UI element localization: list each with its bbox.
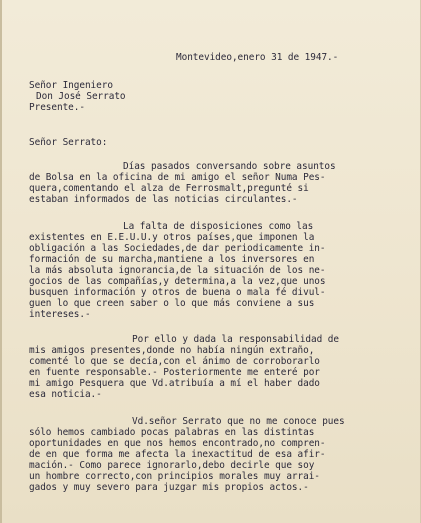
paragraph-4-line: un hombre correcto,con principios morales muy arrai- — [29, 471, 320, 482]
recipient-title: Señor Ingeniero — [29, 80, 113, 91]
paragraph-4-line: gados y muy severo para juzgar mis propios actos.- — [29, 482, 309, 493]
salutation: Señor Serrato: — [29, 137, 108, 148]
paragraph-4-line: de en que forma me afecta la inexactitud de esa afir- — [29, 449, 326, 460]
paragraph-4-line: oportunidades en que nos hemos encontrado,no compren- — [29, 438, 326, 449]
paragraph-3-line: comenté lo que se decía,con el ánimo de corroborarlo — [29, 356, 320, 367]
recipient-name: Don José Serrato — [36, 91, 126, 102]
paragraph-1-line: Días pasados conversando sobre asuntos — [123, 161, 336, 172]
paragraph-4-line: sólo hemos cambiado pocas palabras en las distintas — [29, 427, 315, 438]
paragraph-1-line: de Bolsa en la oficina de mi amigo el señor Numa Pes- — [29, 172, 326, 183]
recipient-presente: Presente.- — [29, 102, 85, 113]
paragraph-2-line: guen lo que creen saber o lo que más conviene a sus — [29, 298, 315, 309]
paragraph-4-line: Vd.señor Serrato que no me conoce pues — [132, 416, 345, 427]
paragraph-1-line: estaban informados de las noticias circulantes.- — [29, 194, 298, 205]
paragraph-2-line: obligación a las Sociedades,de dar periodicamente in- — [29, 243, 326, 254]
paragraph-3-line: mi amigo Pesquera que Vd.atribuía a mí el haber dado — [29, 378, 320, 389]
paragraph-2-line: formación de su marcha,mantiene a los inversores en — [29, 254, 315, 265]
paragraph-2-line: existentes en E.E.U.U.y otros países,que imponen la — [29, 232, 315, 243]
paragraph-3-line: esa noticia.- — [29, 389, 102, 400]
paragraph-2-line: gocios de las compañías,y determina,a la vez,que unos — [29, 276, 326, 287]
letter-date: Montevideo,enero 31 de 1947.- — [176, 52, 339, 63]
paragraph-3-line: en fuente responsable.- Posteriormente me enteré por — [29, 367, 320, 378]
paragraph-3-line: Por ello y dada la responsabilidad de — [132, 334, 339, 345]
paragraph-2-line: La falta de disposiciones como las — [123, 221, 314, 232]
paragraph-4-line: mación.- Como parece ignorarlo,debo decirle que soy — [29, 460, 315, 471]
paragraph-2-line: la más absoluta ignorancia,de la situación de los ne- — [29, 265, 326, 276]
paragraph-2-line: busquen información y otros de buena o mala fé divul- — [29, 287, 326, 298]
paragraph-3-line: mis amigos presentes,donde no había ningún extraño, — [29, 345, 315, 356]
paragraph-1-line: quera,comentando el alza de Ferrosmalt,pregunté si — [29, 183, 309, 194]
paragraph-2-line: intereses.- — [29, 309, 91, 320]
